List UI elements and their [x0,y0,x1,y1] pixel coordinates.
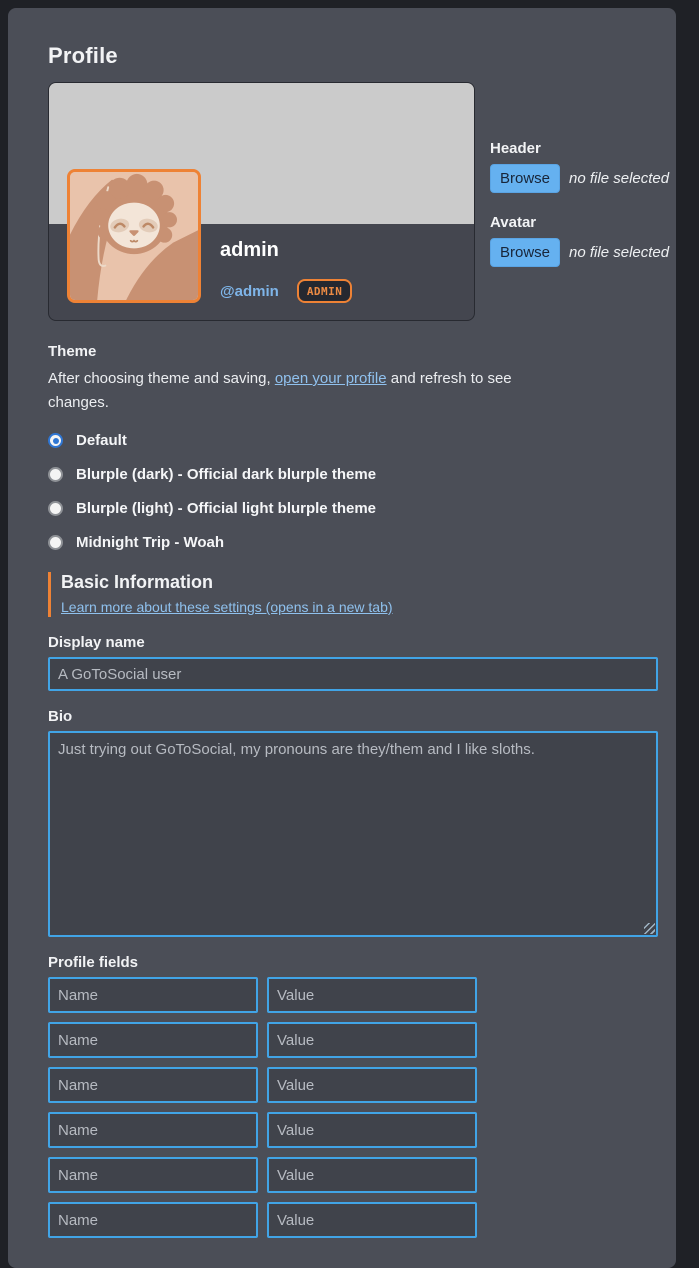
admin-role-badge: ADMIN [297,279,353,303]
avatar-image-preview [67,169,201,303]
preview-display-name: admin [220,239,279,261]
profile-field-row [48,1157,658,1193]
field-value-input[interactable] [267,1157,477,1193]
theme-label: Theme [48,343,97,360]
header-no-file-text: no file selected [569,170,670,187]
profile-field-row [48,1112,658,1148]
theme-option-label: Midnight Trip - Woah [76,534,225,551]
bio-field-wrap [48,731,658,937]
theme-option-label: Blurple (dark) - Official dark blurple theme [76,466,377,483]
open-your-profile-link[interactable]: open your profile [274,370,387,387]
display-name-input[interactable] [48,657,658,691]
field-value-input[interactable] [267,1022,477,1058]
field-name-input[interactable] [48,1157,258,1193]
field-value-input[interactable] [267,1067,477,1103]
basic-information-heading: Basic Information [61,572,214,592]
profile-field-row [48,1067,658,1103]
page-title: Profile [48,43,118,68]
field-name-input[interactable] [48,1112,258,1148]
preview-info [220,239,352,303]
profile-field-row [48,1202,658,1238]
profile-preview-card [48,82,475,321]
field-value-input[interactable] [267,1202,477,1238]
profile-field-row [48,1022,658,1058]
field-name-input[interactable] [48,1202,258,1238]
profile-fields-label: Profile fields [48,954,139,971]
profile-field-row [48,977,658,1013]
basic-information-section [48,572,658,617]
header-browse-button[interactable]: Browse [490,164,560,193]
avatar-upload-label: Avatar [490,214,537,231]
theme-hint-before: After choosing theme and saving, [48,370,275,387]
field-name-input[interactable] [48,1022,258,1058]
avatar-no-file-text: no file selected [569,244,670,261]
settings-panel [8,8,676,1268]
textarea-resize-handle[interactable] [644,923,655,934]
field-value-input[interactable] [267,977,477,1013]
bio-label: Bio [48,708,73,725]
theme-option-default[interactable] [48,432,658,449]
theme-option-label: Blurple (light) - Official light blurple theme [76,500,376,517]
theme-section [48,343,658,551]
theme-options-list [48,432,658,551]
theme-option-midnight-trip[interactable] [48,534,658,551]
profile-preview-section [48,82,670,321]
theme-option-blurple-light[interactable] [48,500,658,517]
upload-column [490,82,669,288]
radio-button-icon[interactable] [48,433,63,448]
preview-username: @admin [220,282,279,300]
theme-option-blurple-dark[interactable] [48,466,658,483]
field-name-input[interactable] [48,977,258,1013]
avatar-browse-button[interactable]: Browse [490,238,560,267]
display-name-label: Display name [48,634,145,651]
sloth-avatar-icon [70,172,198,300]
header-upload-label: Header [490,140,541,157]
field-value-input[interactable] [267,1112,477,1148]
radio-button-icon[interactable] [48,467,63,482]
field-name-input[interactable] [48,1067,258,1103]
learn-more-link[interactable]: Learn more about these settings (opens in a new tab) [61,599,393,615]
radio-button-icon[interactable] [48,501,63,516]
theme-hint-after: and refresh to see changes. [48,370,512,411]
theme-option-label: Default [76,432,127,449]
radio-button-icon[interactable] [48,535,63,550]
theme-hint-text [48,367,518,415]
bio-textarea[interactable] [48,731,658,937]
